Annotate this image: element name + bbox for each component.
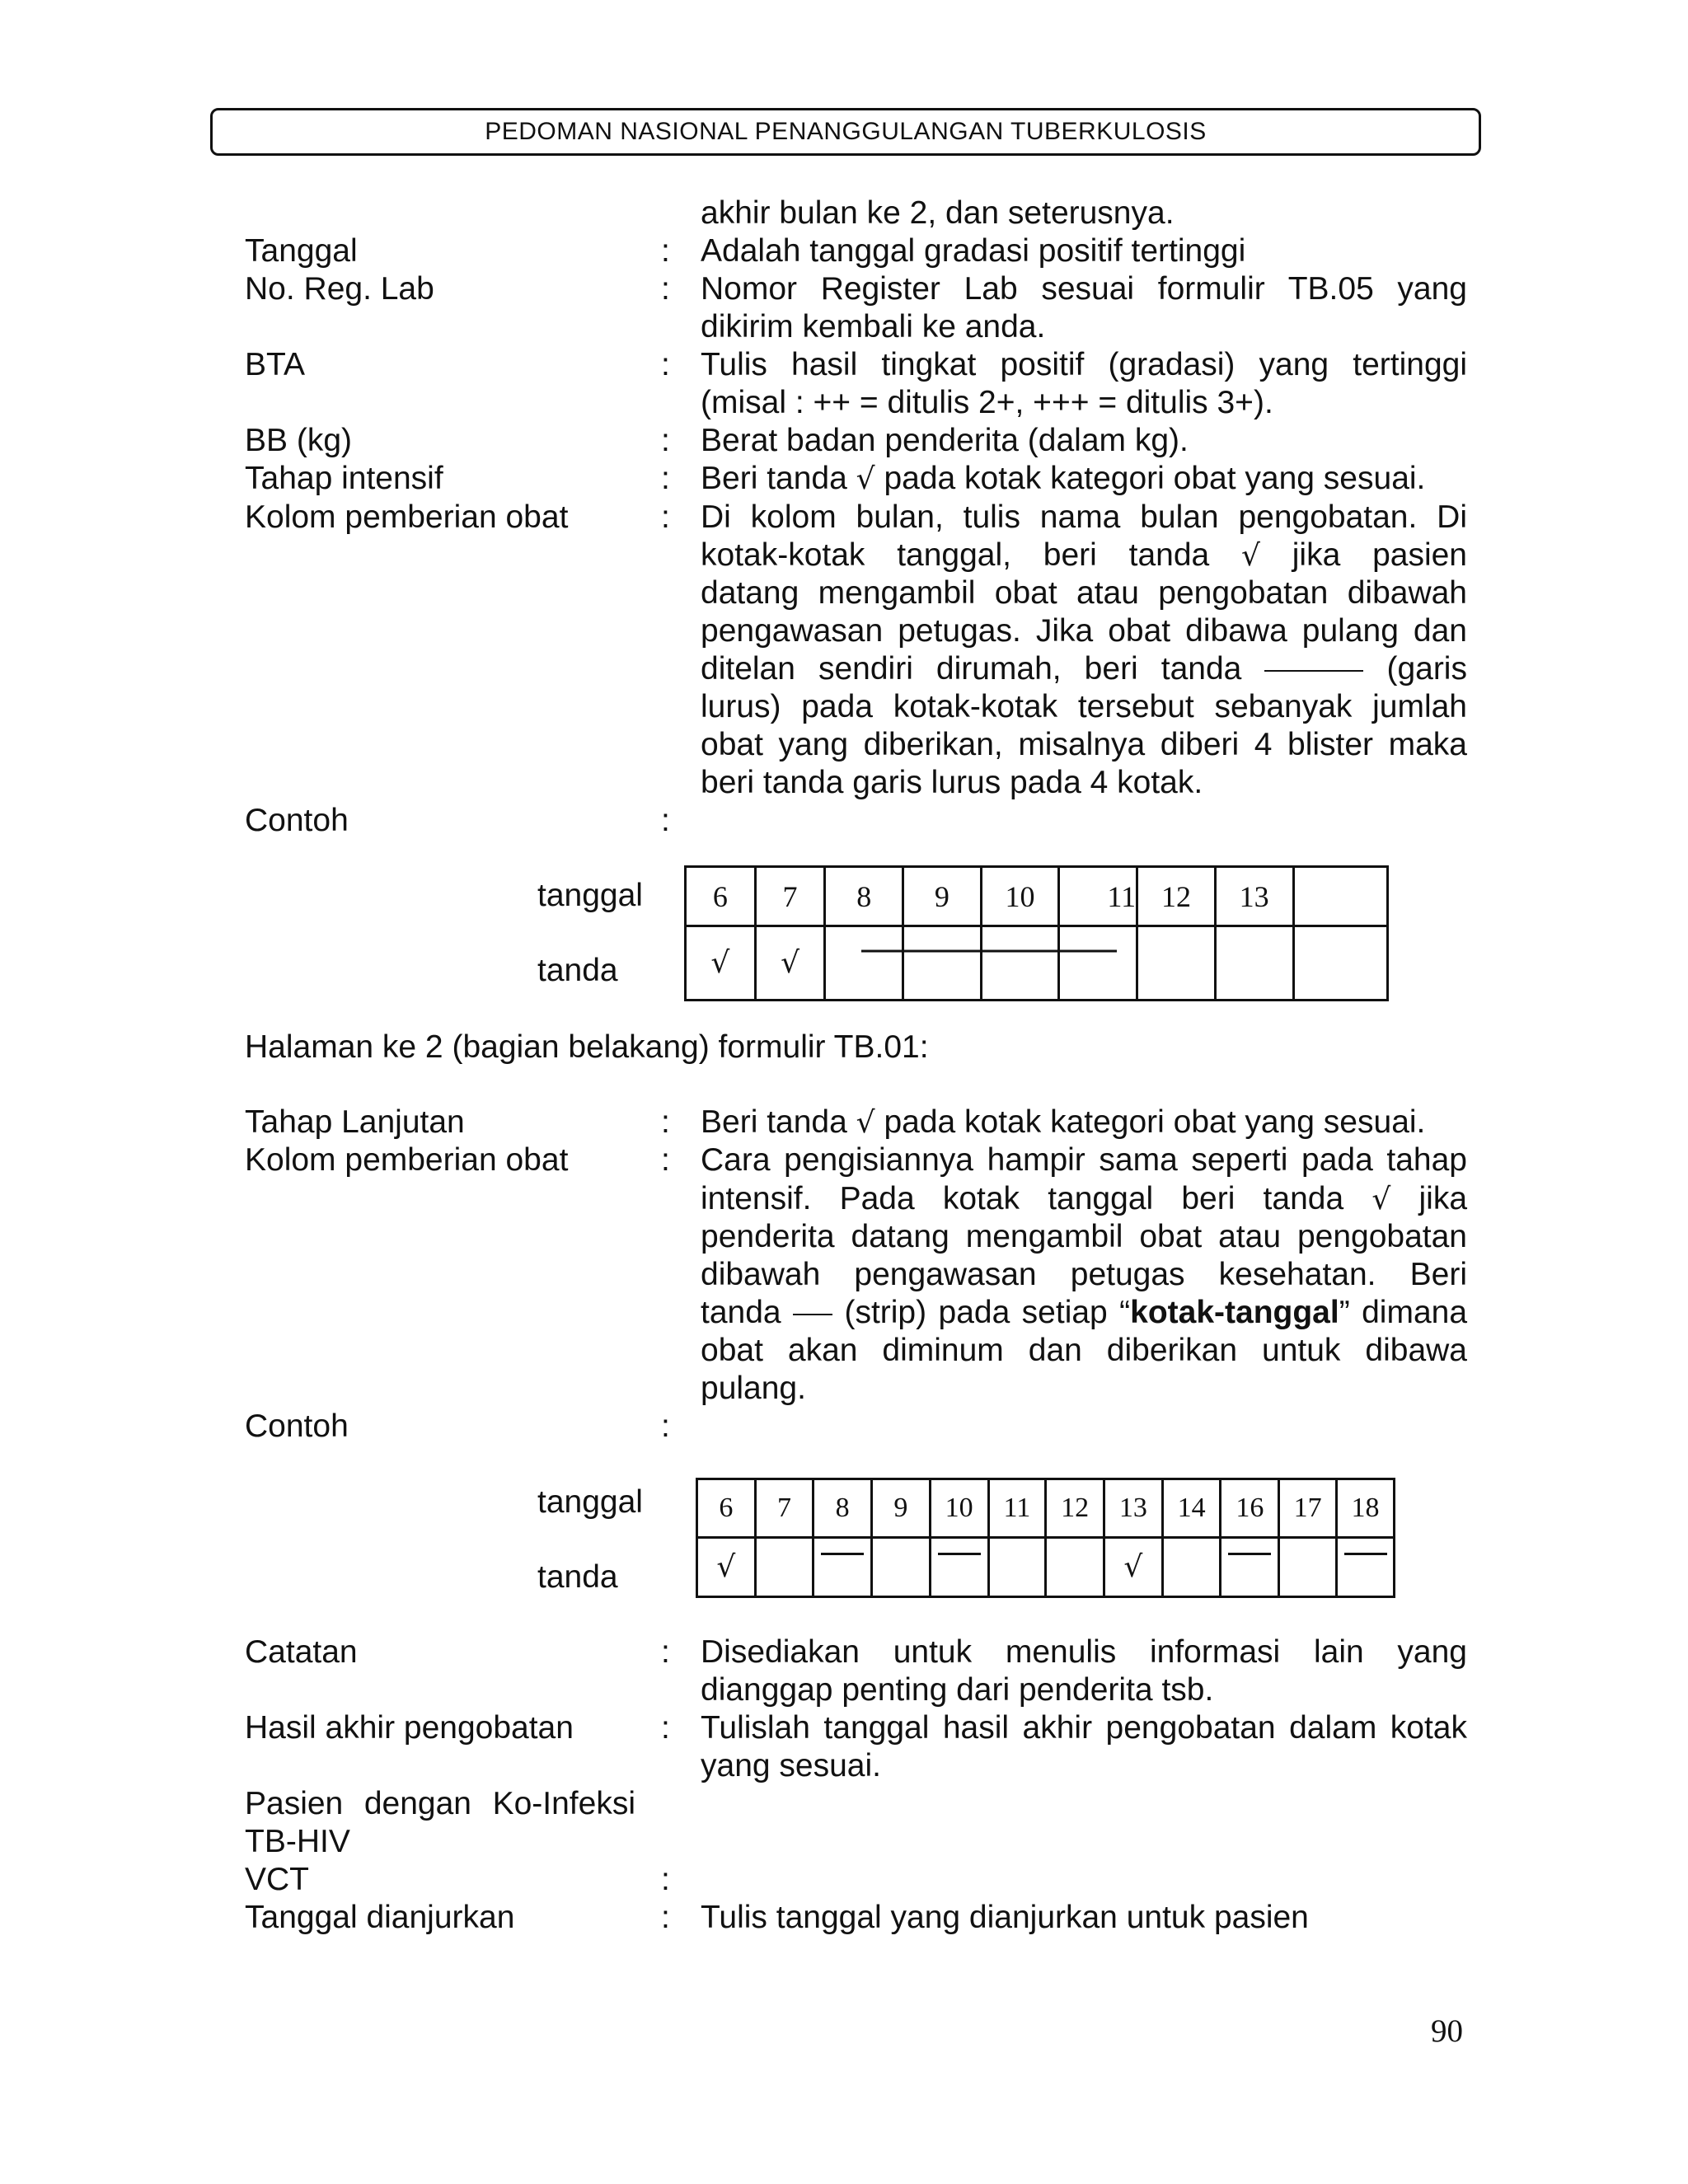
desc-tanggal-dianjurkan: Tulis tanggal yang dianjurkan untuk pasien <box>701 1900 1309 1935</box>
date-cell: 8 <box>825 867 903 926</box>
running-header <box>210 108 1481 156</box>
checkmark-icon: √ <box>716 1550 736 1584</box>
colon: : <box>661 347 670 382</box>
desc2-kolom-line1: Cara pengisiannya hampir sama seperti pada tahap <box>701 1142 1467 1178</box>
strip-icon <box>793 1314 832 1315</box>
desc-bta-1: Tulis hasil tingkat positif (gradasi) yang tertinggi <box>701 347 1467 382</box>
colon: : <box>661 1862 670 1897</box>
mark-cell <box>697 1538 756 1597</box>
desc-tahap-lanjutan: Beri tanda √ pada kotak kategori obat yang sesuai. <box>701 1104 1426 1140</box>
desc-kolom-line4: pengawasan petugas. Jika obat dibawa pulang dan <box>701 613 1467 649</box>
desc2-kolom-line6: obat akan diminum dan diberikan untuk dibawa <box>701 1333 1467 1368</box>
date-cell: 6 <box>686 867 756 926</box>
mark-cell <box>1046 1538 1104 1597</box>
label-hasil-akhir: Hasil akhir pengobatan <box>245 1710 574 1746</box>
label-bta: BTA <box>245 347 305 382</box>
label-catatan: Catatan <box>245 1634 358 1670</box>
desc-hasil-akhir-2: yang sesuai. <box>701 1748 881 1783</box>
date-cell: 18 <box>1337 1479 1395 1538</box>
desc-hasil-akhir-1: Tulislah tanggal hasil akhir pengobatan dalam kotak <box>701 1710 1467 1746</box>
date-cell: 13 <box>1104 1479 1162 1538</box>
section2-heading: Halaman ke 2 (bagian belakang) formulir TB.01: <box>245 1029 929 1065</box>
checkmark-icon: √ <box>710 946 730 980</box>
desc-bb: Berat badan penderita (dalam kg). <box>701 423 1189 458</box>
example-tanggal-label: tanggal <box>537 878 643 913</box>
date-cell: 12 <box>1137 867 1216 926</box>
mark-cell <box>755 926 825 1001</box>
mark-cell <box>1162 1538 1221 1597</box>
mark-cell <box>1215 926 1293 1001</box>
date-cell: 11 <box>988 1479 1046 1538</box>
label-tanggal: Tanggal <box>245 233 358 269</box>
dates-row <box>697 1479 1395 1538</box>
marks-row <box>686 926 1388 1001</box>
checkmark-icon: √ <box>1241 539 1260 573</box>
date-cell: 14 <box>1162 1479 1221 1538</box>
example-table-continuation <box>696 1478 1395 1598</box>
label-kolom-pemberian-obat-2: Kolom pemberian obat <box>245 1142 569 1178</box>
mark-cell <box>686 926 756 1001</box>
desc-kolom-line8: beri tanda garis lurus pada 4 kotak. <box>701 765 1203 800</box>
desc-tanggal: Adalah tanggal gradasi positif tertinggi <box>701 233 1246 269</box>
desc-bta-2: (misal : ++ = ditulis 2+, +++ = ditulis 3+). <box>701 385 1273 420</box>
date-cell: 10 <box>981 867 1059 926</box>
date-cell: 7 <box>755 1479 814 1538</box>
colon: : <box>661 803 670 838</box>
label-contoh: Contoh <box>245 803 349 838</box>
label-contoh-2: Contoh <box>245 1408 349 1444</box>
dash-mark-icon <box>1228 1553 1271 1555</box>
desc-kolom-line3: datang mengambil obat atau pengobatan dibawah <box>701 575 1467 611</box>
date-cell: 9 <box>903 867 982 926</box>
colon: : <box>661 1142 670 1178</box>
desc-kolom-line1: Di kolom bulan, tulis nama bulan pengobatan. Di <box>701 499 1467 535</box>
desc2-kolom-line4: dibawah pengawasan petugas kesehatan. Beri <box>701 1257 1467 1292</box>
desc-catatan-1: Disediakan untuk menulis informasi lain yang <box>701 1634 1467 1670</box>
colon: : <box>661 1710 670 1746</box>
dates-row <box>686 867 1388 926</box>
desc-kolom-line5: ditelan sendiri dirumah, beri tanda (garis <box>701 651 1467 687</box>
desc-catatan-2: dianggap penting dari penderita tsb. <box>701 1672 1214 1708</box>
date-cell: 6 <box>697 1479 756 1538</box>
colon: : <box>661 1104 670 1140</box>
checkmark-icon: √ <box>1123 1550 1143 1584</box>
label-no-reg-lab: No. Reg. Lab <box>245 271 434 307</box>
mark-cell <box>1059 926 1137 1001</box>
label-ko-infeksi-2: TB-HIV <box>245 1824 350 1859</box>
desc-no-reg-lab-1: Nomor Register Lab sesuai formulir TB.05 yang <box>701 271 1467 307</box>
mark-cell <box>1337 1538 1395 1597</box>
mark-cell <box>1221 1538 1279 1597</box>
date-cell: 17 <box>1279 1479 1337 1538</box>
desc-kolom-line6: lurus) pada kotak-kotak tersebut sebanyak jumlah <box>701 689 1467 724</box>
mark-cell <box>1279 1538 1337 1597</box>
dash-mark-icon <box>938 1553 981 1555</box>
colon: : <box>661 461 670 496</box>
label-tahap-intensif: Tahap intensif <box>245 461 443 496</box>
desc-no-reg-lab-2: dikirim kembali ke anda. <box>701 309 1046 344</box>
example-table-intensive <box>684 865 1389 1001</box>
desc2-kolom-line5: tanda (strip) pada setiap “kotak-tanggal” dimana <box>701 1295 1468 1330</box>
colon: : <box>661 1408 670 1444</box>
colon: : <box>661 499 670 535</box>
mark-cell <box>872 1538 931 1597</box>
checkmark-icon: √ <box>1372 1183 1391 1216</box>
colon: : <box>661 1900 670 1935</box>
date-cell: 11 <box>1059 867 1137 926</box>
date-cell: 8 <box>814 1479 872 1538</box>
mark-cell <box>903 926 982 1001</box>
colon: : <box>661 423 670 458</box>
desc-tahap-intensif: Beri tanda √ pada kotak kategori obat yang sesuai. <box>701 461 1426 496</box>
date-cell: 12 <box>1046 1479 1104 1538</box>
header-title: PEDOMAN NASIONAL PENANGGULANGAN TUBERKULOSIS <box>485 118 1207 145</box>
example2-tanggal-label: tanggal <box>537 1484 643 1520</box>
colon: : <box>661 271 670 307</box>
label-tanggal-dianjurkan: Tanggal dianjurkan <box>245 1900 515 1935</box>
date-cell: 16 <box>1221 1479 1279 1538</box>
mark-cell <box>981 926 1059 1001</box>
straight-line-icon <box>1264 670 1363 672</box>
colon: : <box>661 1634 670 1670</box>
desc2-kolom-line2: intensif. Pada kotak tanggal beri tanda √ jika <box>701 1181 1468 1216</box>
date-cell: 9 <box>872 1479 931 1538</box>
label-bb: BB (kg) <box>245 423 353 458</box>
mark-cell <box>814 1538 872 1597</box>
checkmark-icon: √ <box>856 1106 875 1140</box>
mark-cell <box>755 1538 814 1597</box>
date-cell: 10 <box>930 1479 988 1538</box>
desc2-kolom-line3: penderita datang mengambil obat atau pengobatan <box>701 1219 1467 1254</box>
mark-cell <box>1293 926 1387 1001</box>
desc2-kolom-line7: pulang. <box>701 1371 806 1406</box>
dash-mark-icon <box>821 1553 864 1555</box>
checkmark-icon: √ <box>781 946 800 980</box>
date-cell <box>1293 867 1387 926</box>
label-kolom-pemberian-obat: Kolom pemberian obat <box>245 499 569 535</box>
mark-cell <box>1104 1538 1162 1597</box>
mark-cell <box>988 1538 1046 1597</box>
checkmark-icon: √ <box>856 462 875 496</box>
date-cell: 13 <box>1215 867 1293 926</box>
continuation-text: akhir bulan ke 2, dan seterusnya. <box>701 195 1175 231</box>
page-number: 90 <box>1431 2013 1463 2049</box>
example2-tanda-label: tanda <box>537 1559 618 1595</box>
date-cell: 7 <box>755 867 825 926</box>
example-tanda-label: tanda <box>537 953 618 988</box>
label-tahap-lanjutan: Tahap Lanjutan <box>245 1104 465 1140</box>
dash-mark-icon <box>1344 1553 1387 1555</box>
colon: : <box>661 233 670 269</box>
desc-kolom-line7: obat yang diberikan, misalnya diberi 4 blister maka <box>701 727 1467 762</box>
mark-cell <box>930 1538 988 1597</box>
mark-cell <box>1137 926 1216 1001</box>
label-ko-infeksi-1: Pasien dengan Ko-Infeksi <box>245 1786 635 1821</box>
marks-row <box>697 1538 1395 1597</box>
desc-kolom-line2: kotak-kotak tanggal, beri tanda √ jika pasien <box>701 537 1468 573</box>
label-vct: VCT <box>245 1862 309 1897</box>
mark-cell <box>825 926 903 1001</box>
